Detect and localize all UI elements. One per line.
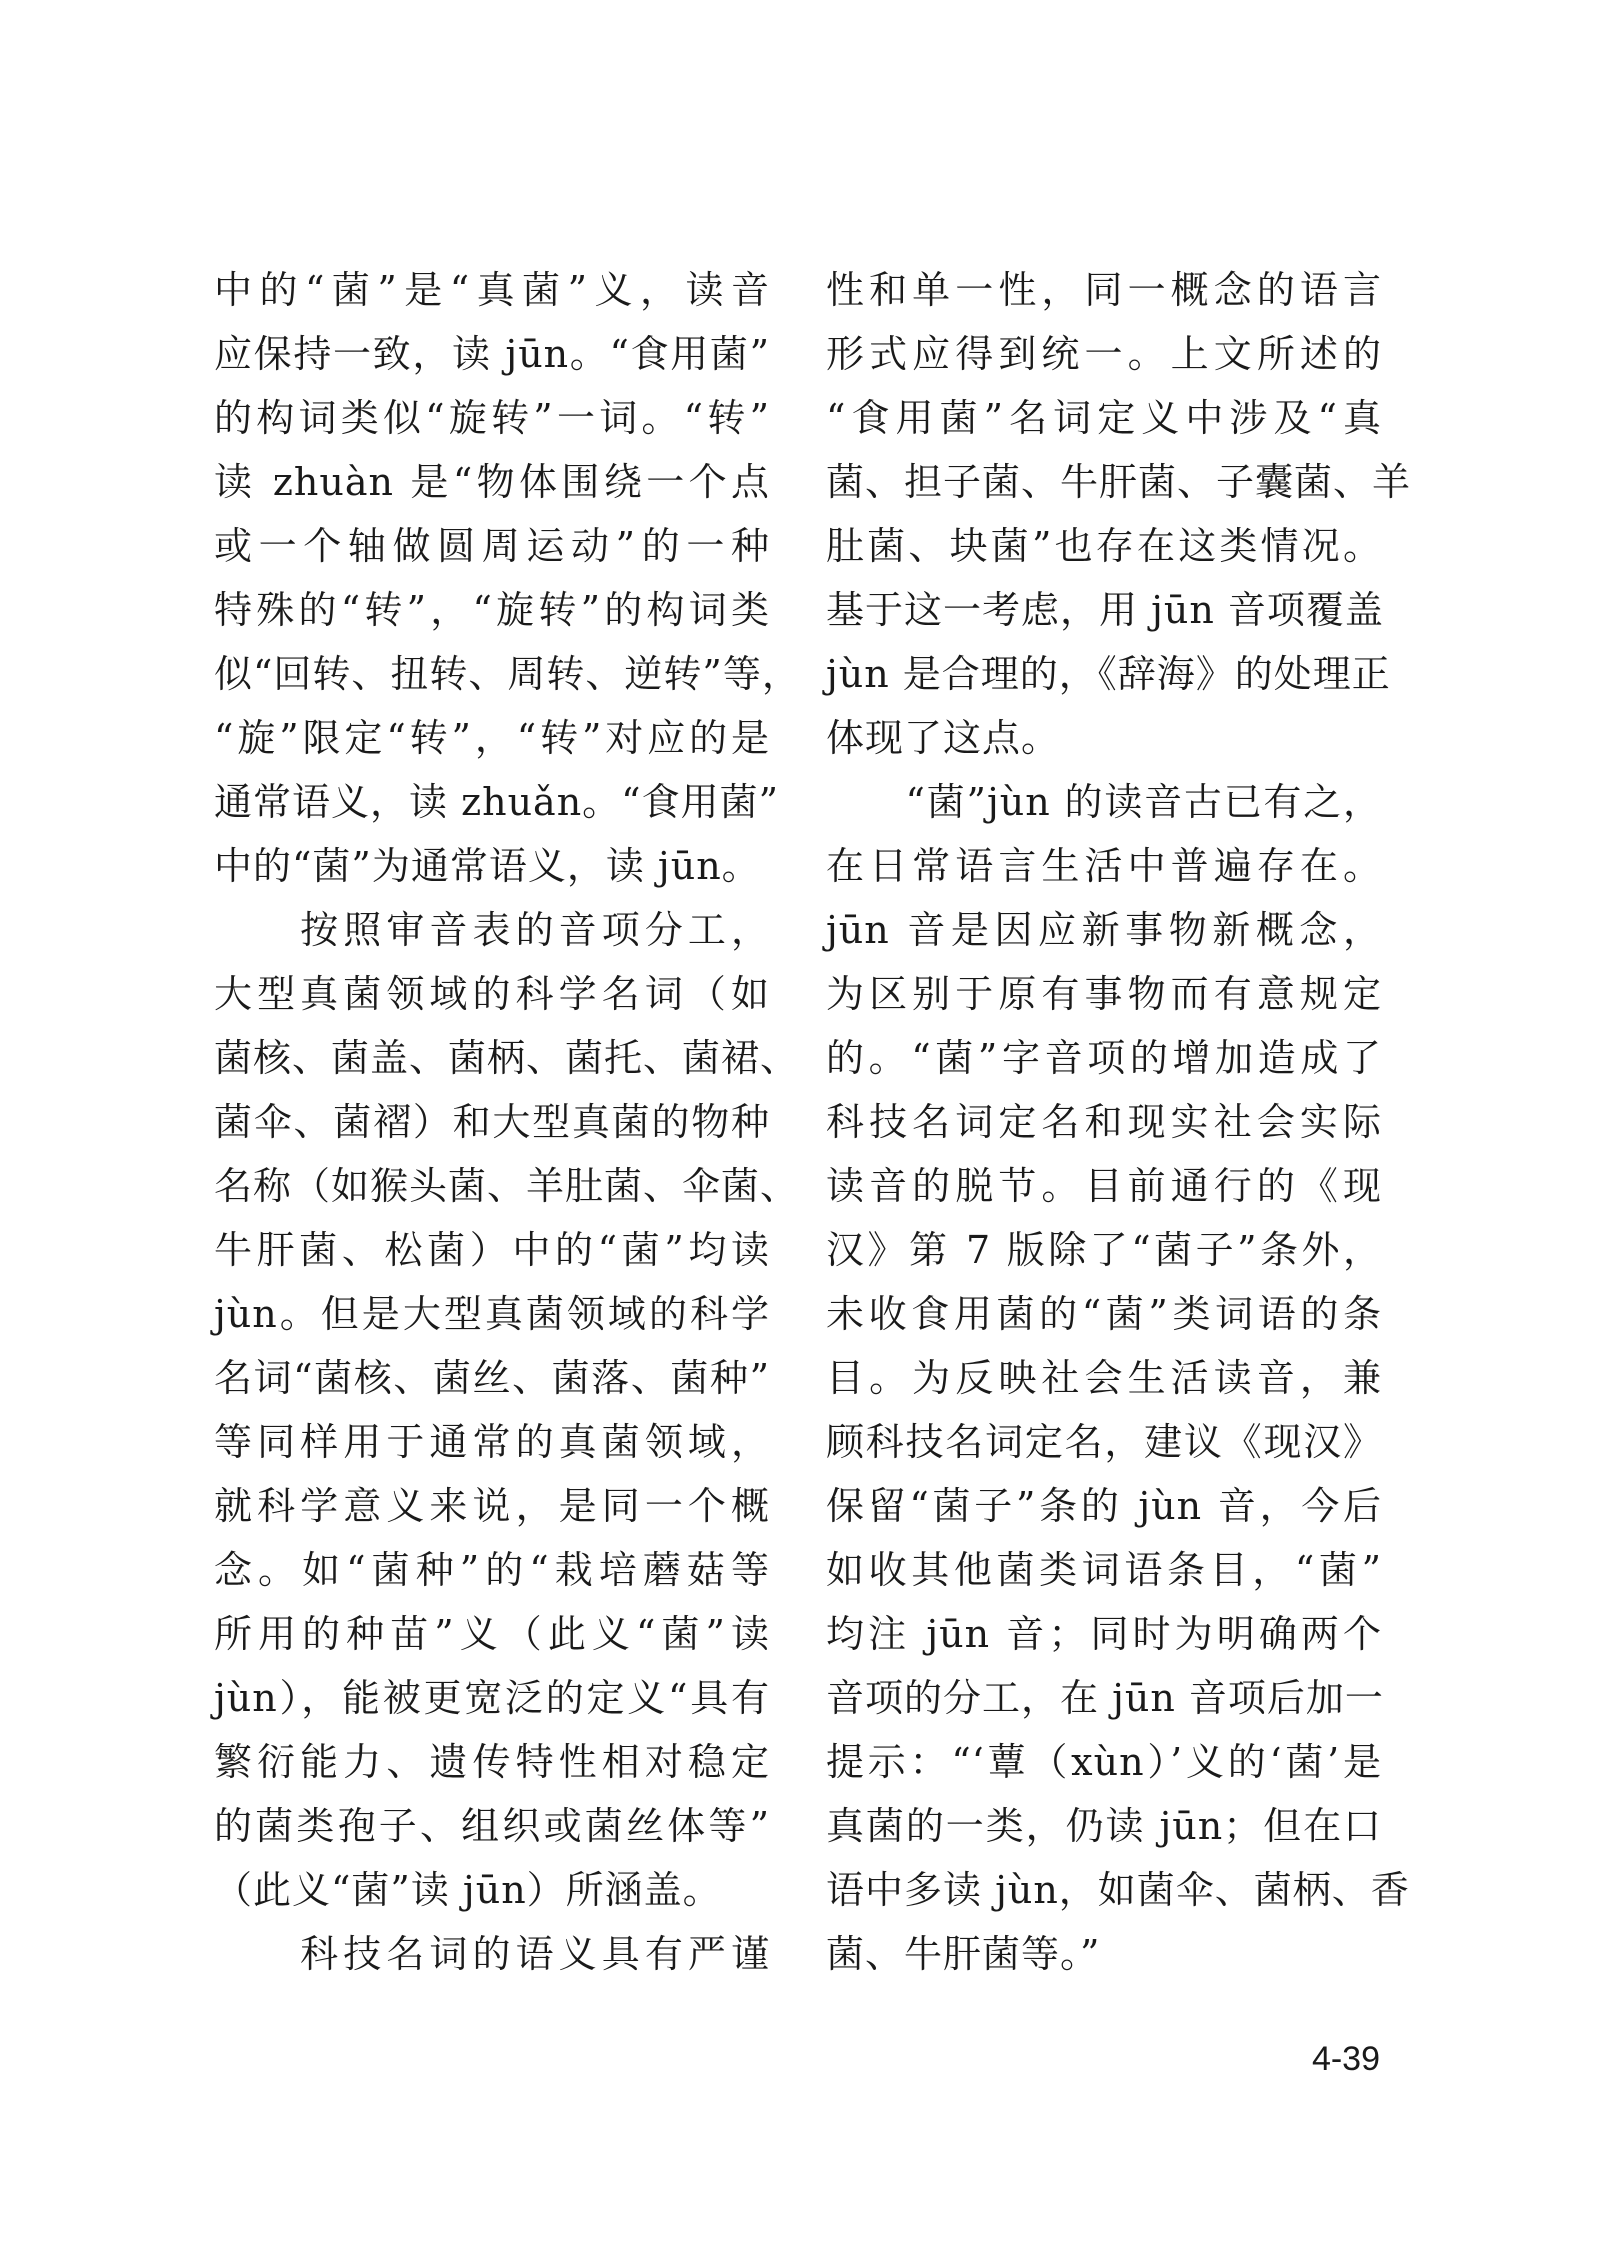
text-line: 未收食用菌的“菌”类词语的条 xyxy=(826,1292,1382,1336)
text-line: （此义“菌”读 jūn）所涵盖。 xyxy=(214,1868,722,1912)
text-line: 读音的脱节。目前通行的《现 xyxy=(826,1164,1382,1208)
text-line: “食用菌”名词定义中涉及“真 xyxy=(826,396,1382,440)
text-line: “旋”限定“转”，“转”对应的是 xyxy=(214,716,770,760)
text-line: 如收其他菌类词语条目，“菌” xyxy=(826,1548,1382,1592)
text-line: 就科学意义来说，是同一个概 xyxy=(214,1484,770,1528)
text-line: 应保持一致，读 jūn。“食用菌” xyxy=(214,332,770,376)
text-line: 的构词类似“旋转”一词。“转” xyxy=(214,396,770,440)
text-line: 形式应得到统一。上文所述的 xyxy=(826,332,1382,376)
text-line: 繁衍能力、遗传特性相对稳定 xyxy=(214,1740,770,1784)
text-line: 体现了这点。 xyxy=(826,716,1061,760)
text-line: 均注 jūn 音；同时为明确两个 xyxy=(826,1612,1382,1656)
text-line: 按照审音表的音项分工， xyxy=(214,908,770,952)
text-line: 菌、担子菌、牛肝菌、子囊菌、羊 xyxy=(826,460,1412,504)
text-line: 所用的种苗”义（此义“菌”读 xyxy=(214,1612,770,1656)
text-line: 为区别于原有事物而有意规定 xyxy=(826,972,1382,1016)
text-line: 肚菌、块菌”也存在这类情况。 xyxy=(826,524,1382,568)
text-line: 在日常语言生活中普遍存在。 xyxy=(826,844,1382,888)
text-line: 科技名词定名和现实社会实际 xyxy=(826,1100,1382,1144)
text-line: 似“回转、扭转、周转、逆转”等， xyxy=(214,652,801,696)
text-line: 目。为反映社会生活读音，兼 xyxy=(826,1356,1382,1400)
text-line: jùn），能被更宽泛的定义“具有 xyxy=(214,1676,770,1720)
text-line: jūn 音是因应新事物新概念， xyxy=(826,908,1382,952)
text-line: 菌核、菌盖、菌柄、菌托、菌裙、 xyxy=(214,1036,800,1080)
text-line: 科技名词的语义具有严谨 xyxy=(214,1932,770,1976)
text-line: 菌伞、菌褶）和大型真菌的物种 xyxy=(214,1100,770,1144)
text-line: 的。“菌”字音项的增加造成了 xyxy=(826,1036,1382,1080)
text-line: 汉》第 7 版除了“菌子”条外， xyxy=(826,1228,1382,1272)
text-line: 牛肝菌、松菌）中的“菌”均读 xyxy=(214,1228,770,1272)
text-line: 提示：“‘蕈（xùn）’义的‘菌’是 xyxy=(826,1740,1382,1784)
text-line: 中的“菌”是“真菌”义，读音 xyxy=(214,268,770,312)
text-line: 或一个轴做圆周运动”的一种 xyxy=(214,524,770,568)
text-line: 等同样用于通常的真菌领域， xyxy=(214,1420,770,1464)
text-line: 通常语义，读 zhuǎn。“食用菌” xyxy=(214,780,780,824)
right-text-column xyxy=(826,258,1412,1986)
text-line: 菌、牛肝菌等。” xyxy=(826,1932,1101,1976)
text-line: 的菌类孢子、组织或菌丝体等” xyxy=(214,1804,770,1848)
text-line: 读 zhuàn 是“物体围绕一个点 xyxy=(214,460,770,504)
text-line: 音项的分工，在 jūn 音项后加一 xyxy=(826,1676,1384,1720)
text-line: 真菌的一类，仍读 jūn；但在口 xyxy=(826,1804,1382,1848)
text-line: 特殊的“转”，“旋转”的构词类 xyxy=(214,588,770,632)
text-line: 保留“菌子”条的 jùn 音，今后 xyxy=(826,1484,1382,1528)
text-line: 大型真菌领域的科学名词（如 xyxy=(214,972,770,1016)
text-line: 名词“菌核、菌丝、菌落、菌种” xyxy=(214,1356,770,1400)
text-line: 顾科技名词定名，建议《现汉》 xyxy=(826,1420,1382,1464)
text-line: 性和单一性，同一概念的语言 xyxy=(826,268,1382,312)
text-line: 名称（如猴头菌、羊肚菌、伞菌、 xyxy=(214,1164,800,1208)
text-line: jùn。但是大型真菌领域的科学 xyxy=(214,1292,770,1336)
left-text-column xyxy=(214,258,801,1986)
text-line: jùn 是合理的，《辞海》的处理正 xyxy=(826,652,1391,696)
text-line: 念。如“菌种”的“栽培蘑菇等 xyxy=(214,1548,770,1592)
text-line: 语中多读 jùn，如菌伞、菌柄、香 xyxy=(826,1868,1410,1912)
text-line: “菌”jùn 的读音古已有之， xyxy=(826,780,1382,824)
text-line: 中的“菌”为通常语义，读 jūn。 xyxy=(214,844,761,888)
text-line: 基于这一考虑，用 jūn 音项覆盖 xyxy=(826,588,1384,632)
page-number: 4-39 xyxy=(1311,2040,1380,2078)
